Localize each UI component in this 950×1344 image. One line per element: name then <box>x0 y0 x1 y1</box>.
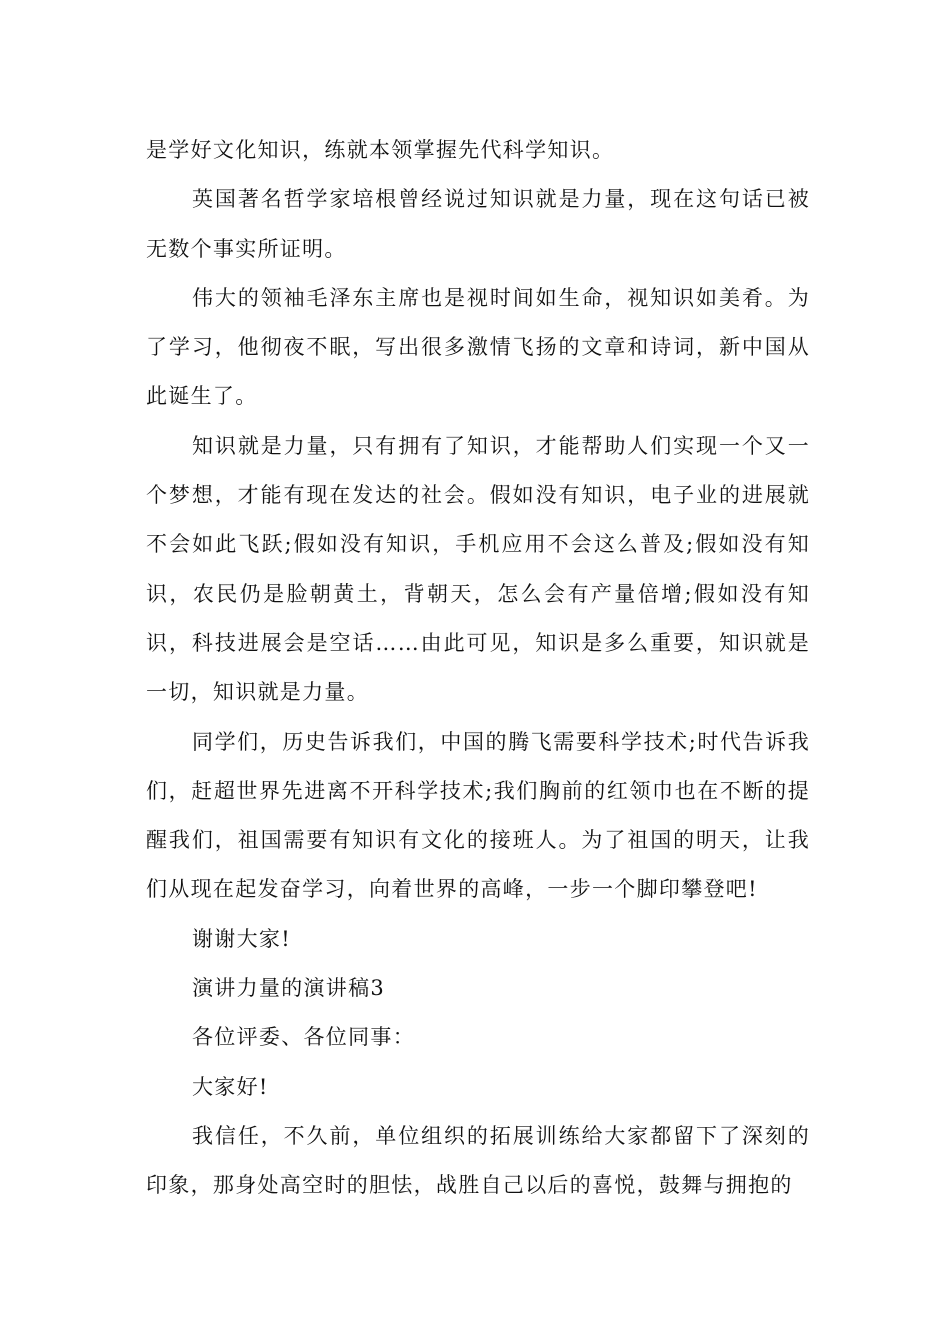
paragraph-3: 伟大的领袖毛泽东主席也是视时间如生命，视知识如美肴。为了学习，他彻夜不眠，写出很多激情飞扬的文章和诗词，新中国从此诞生了。 <box>146 285 810 409</box>
greeting: 大家好! <box>192 1074 269 1099</box>
paragraph-1: 是学好文化知识，练就本领掌握先代科学知识。 <box>146 138 615 162</box>
paragraph-2: 英国著名哲学家培根曾经说过知识就是力量，现在这句话已被无数个事实所证明。 <box>146 187 810 261</box>
salutation: 各位评委、各位同事： <box>192 1025 415 1050</box>
paragraph-5: 同学们，历史告诉我们，中国的腾飞需要科学技术;时代告诉我们，赶超世界先进离不开科学技术;我们胸前的红领巾也在不断的提醒我们，祖国需要有知识有文化的接班人。为了祖国的明天，让我们从现在起发奋学习，向着世界的高峰，一步一个脚印攀登吧! <box>146 729 810 902</box>
paragraph-4: 知识就是力量，只有拥有了知识，才能帮助人们实现一个又一个梦想，才能有现在发达的社会。假如没有知识，电子业的进展就不会如此飞跃;假如没有知识，手机应用不会这么普及;假如没有知识，农民仍是脸朝黄土，背朝天，怎么会有产量倍增;假如没有知识，科技进展会是空话……由此可见，知识是多么重要，知识就是一切，知识就是力量。 <box>146 433 810 705</box>
paragraph-6: 我信任，不久前，单位组织的拓展训练给大家都留下了深刻的印象，那身处高空时的胆怯，战胜自己以后的喜悦，鼓舞与拥抱的 <box>146 1123 810 1198</box>
paragraph-thanks: 谢谢大家! <box>192 926 291 951</box>
document-body <box>146 126 810 1211</box>
section-heading: 演讲力量的演讲稿3 <box>192 976 386 1001</box>
